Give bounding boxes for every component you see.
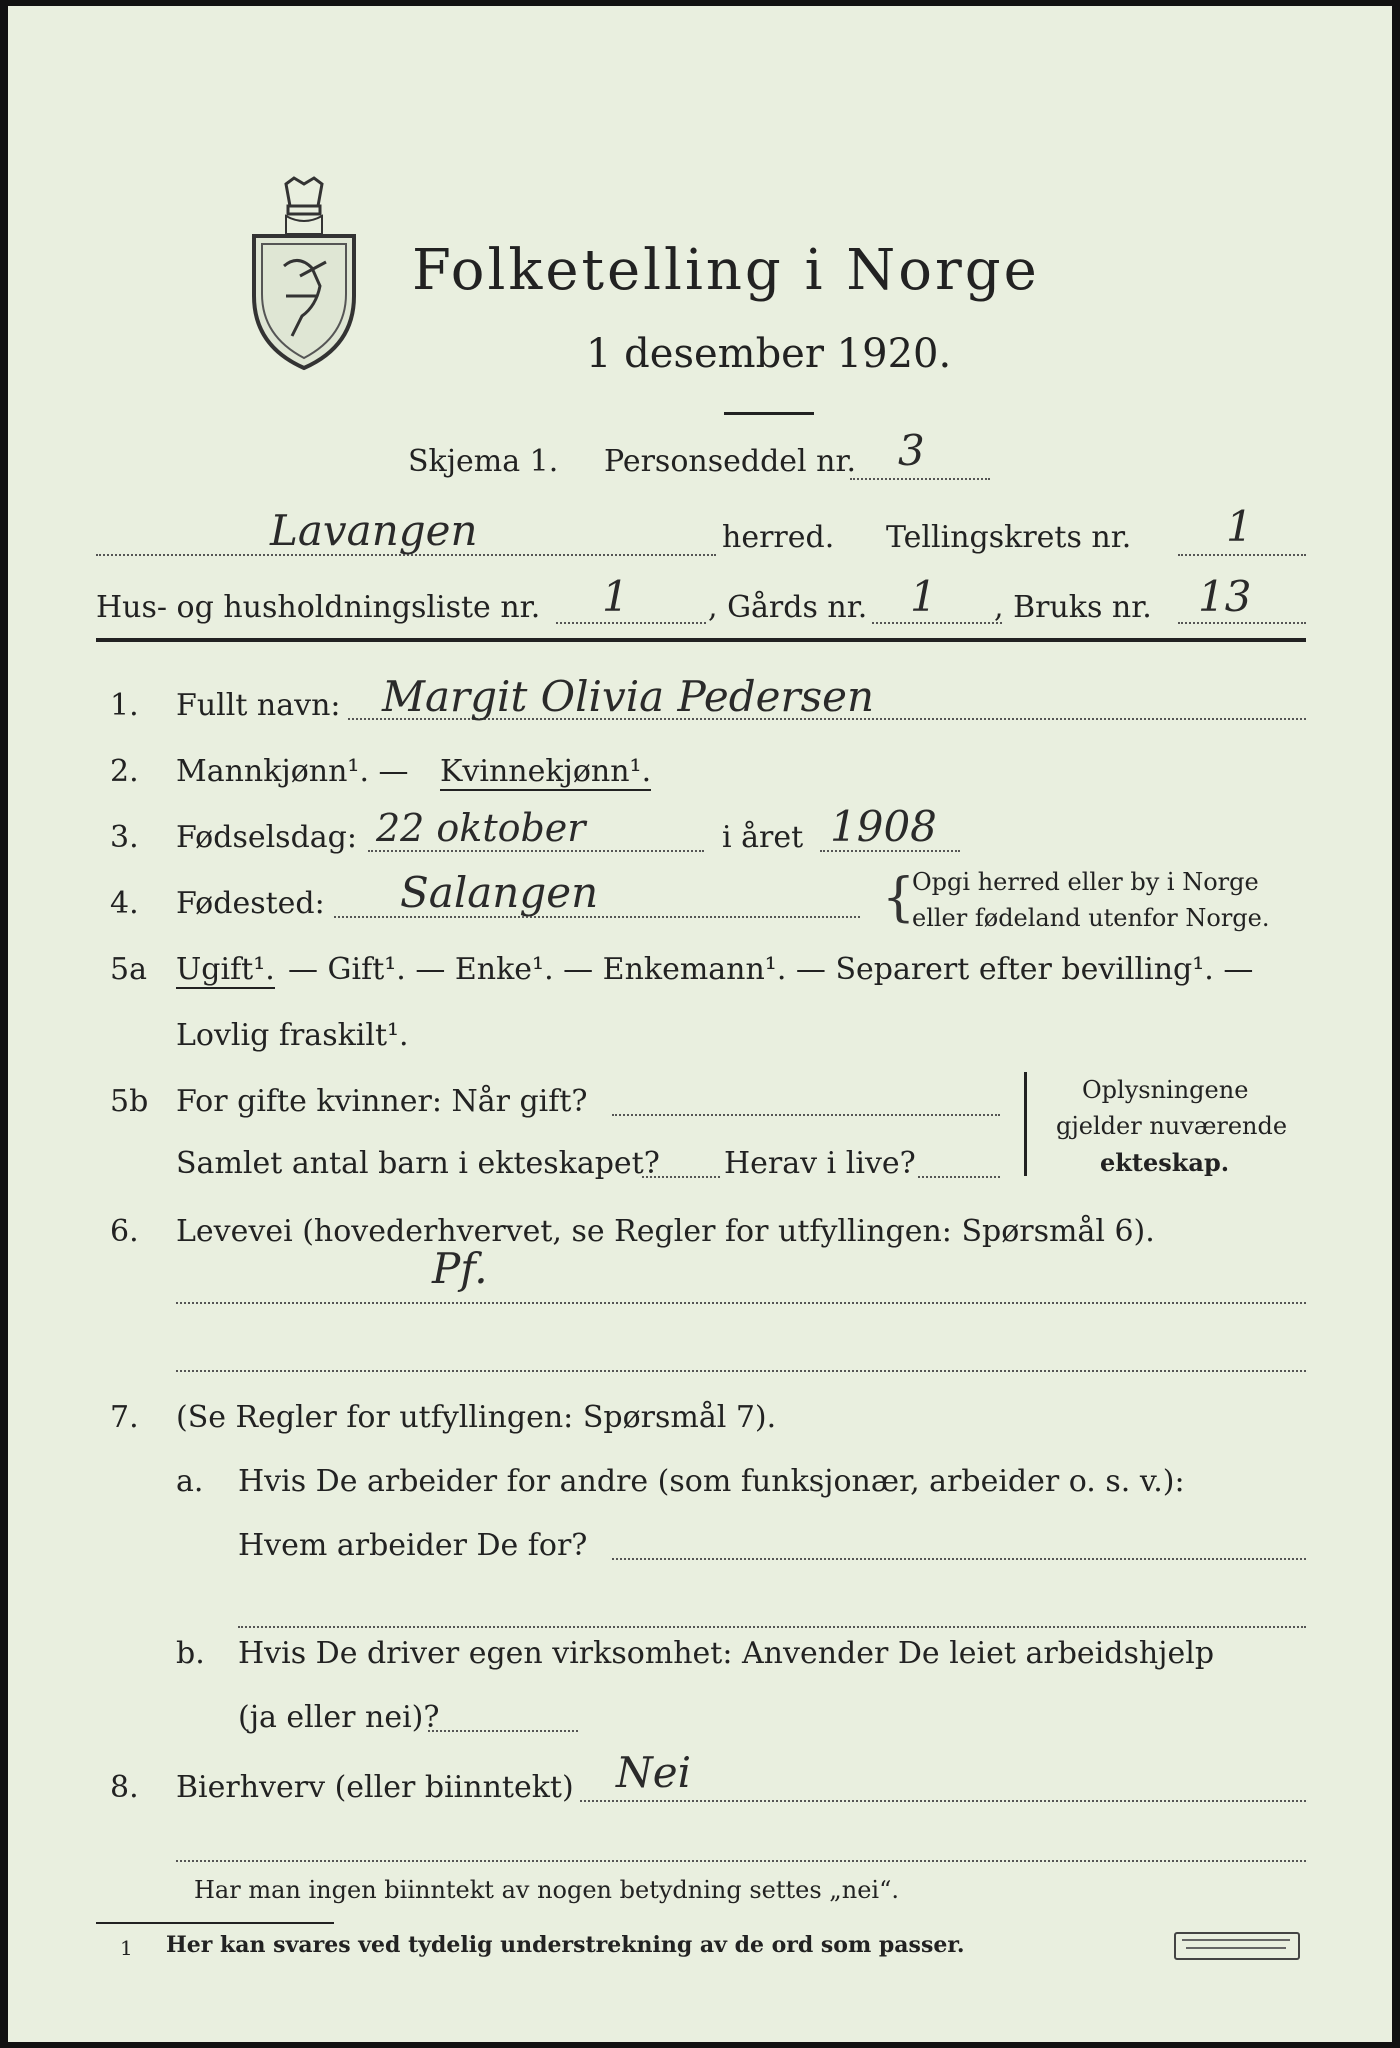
footnote-mark: 1: [120, 1936, 133, 1960]
q6-label: Levevei (hovederhvervet, se Regler for utfyllingen: Spørsmål 6).: [176, 1214, 1155, 1249]
q8-label: Bierhverv (eller biinntekt): [176, 1770, 574, 1805]
male-option: Mannkjønn¹. —: [176, 754, 409, 789]
q7b-letter: b.: [176, 1636, 205, 1671]
q7b-yesno-label: (ja eller nei)?: [238, 1700, 440, 1735]
q7a-letter: a.: [176, 1464, 204, 1499]
marital-options: — Gift¹. — Enke¹. — Enkemann¹. — Separert efter bevilling¹. —: [288, 952, 1254, 987]
q1-label: Fullt navn:: [176, 688, 341, 723]
q7b-label: Hvis De driver egen virksomhet: Anvender De leiet arbeidshjelp: [238, 1636, 1215, 1671]
q6-number: 6.: [110, 1214, 139, 1249]
q5b-number: 5b: [110, 1084, 149, 1119]
q7-label: (Se Regler for utfyllingen: Spørsmål 7).: [176, 1400, 777, 1435]
form-title: Folketelling i Norge: [412, 238, 1040, 303]
q5b-children-label: Samlet antal barn i ekteskapet?: [176, 1146, 660, 1181]
q5b-when-married-label: For gifte kvinner: Når gift?: [176, 1084, 588, 1119]
bruks-value: 13: [1198, 572, 1252, 621]
gards-label: , Gårds nr.: [708, 590, 868, 625]
q4-note-line2: eller fødeland utenfor Norge.: [912, 904, 1270, 932]
tellingskrets-value: 1: [1226, 502, 1253, 551]
q3-number: 3.: [110, 820, 139, 855]
q7a-employer-label: Hvem arbeider De for?: [238, 1528, 588, 1563]
gards-value: 1: [910, 572, 937, 621]
q1-number: 1.: [110, 688, 139, 723]
female-option-underlined: Kvinnekjønn¹.: [440, 754, 652, 789]
q5b-note-line3: ekteskap.: [1100, 1148, 1230, 1177]
herred-value: Lavangen: [270, 506, 478, 555]
husliste-value: 1: [602, 572, 629, 621]
q2-number: 2.: [110, 754, 139, 789]
q5a-number: 5a: [110, 952, 147, 987]
schema-label: Skjema 1.: [408, 444, 559, 479]
bruks-label: , Bruks nr.: [994, 590, 1152, 625]
divorced-option: Lovlig fraskilt¹.: [176, 1018, 409, 1053]
q4-brace: {: [882, 868, 916, 928]
section-rule: [96, 638, 1306, 642]
q4-note-line1: Opgi herred eller by i Norge: [912, 868, 1259, 896]
q5b-living-label: Herav i live?: [724, 1146, 916, 1181]
title-divider: [724, 412, 814, 415]
q5b-note-line2: gjelder nuværende: [1056, 1112, 1288, 1140]
q4-label: Fødested:: [176, 886, 325, 921]
birthday-value: 22 oktober: [376, 806, 586, 850]
tellingskrets-label: Tellingskrets nr.: [886, 520, 1132, 555]
q3-year-label: i året: [722, 820, 804, 855]
q8-number: 8.: [110, 1770, 139, 1805]
census-date: 1 desember 1920.: [586, 331, 952, 377]
husliste-label: Hus- og husholdningsliste nr.: [96, 590, 541, 625]
footnote-text: Her kan svares ved tydelig understrekning av de ord som passer.: [166, 1932, 965, 1958]
birth-year-value: 1908: [830, 802, 937, 851]
personseddel-value: 3: [898, 426, 925, 475]
personseddel-label: Personseddel nr.: [604, 444, 857, 479]
q7a-label: Hvis De arbeider for andre (som funksjonær, arbeider o. s. v.):: [238, 1464, 1185, 1499]
q4-number: 4.: [110, 886, 139, 921]
side-income-note: Har man ingen biinntekt av nogen betydning settes „nei“.: [194, 1876, 899, 1904]
printer-stamp: [1174, 1932, 1300, 1960]
coat-of-arms-icon: [246, 176, 362, 372]
q5b-bracket: [1024, 1072, 1027, 1176]
unmarried-option-underlined: Ugift¹.: [176, 952, 275, 987]
side-income-value: Nei: [616, 1748, 692, 1797]
q7-number: 7.: [110, 1400, 139, 1435]
footnote-rule: [96, 1922, 334, 1924]
occupation-value: Pf.: [432, 1244, 488, 1293]
full-name-value: Margit Olivia Pedersen: [382, 672, 875, 721]
q3-label: Fødselsdag:: [176, 820, 357, 855]
herred-label: herred.: [722, 520, 835, 555]
q5b-note-line1: Oplysningene: [1082, 1076, 1249, 1104]
birthplace-value: Salangen: [400, 868, 599, 917]
census-form: [8, 6, 1392, 2042]
